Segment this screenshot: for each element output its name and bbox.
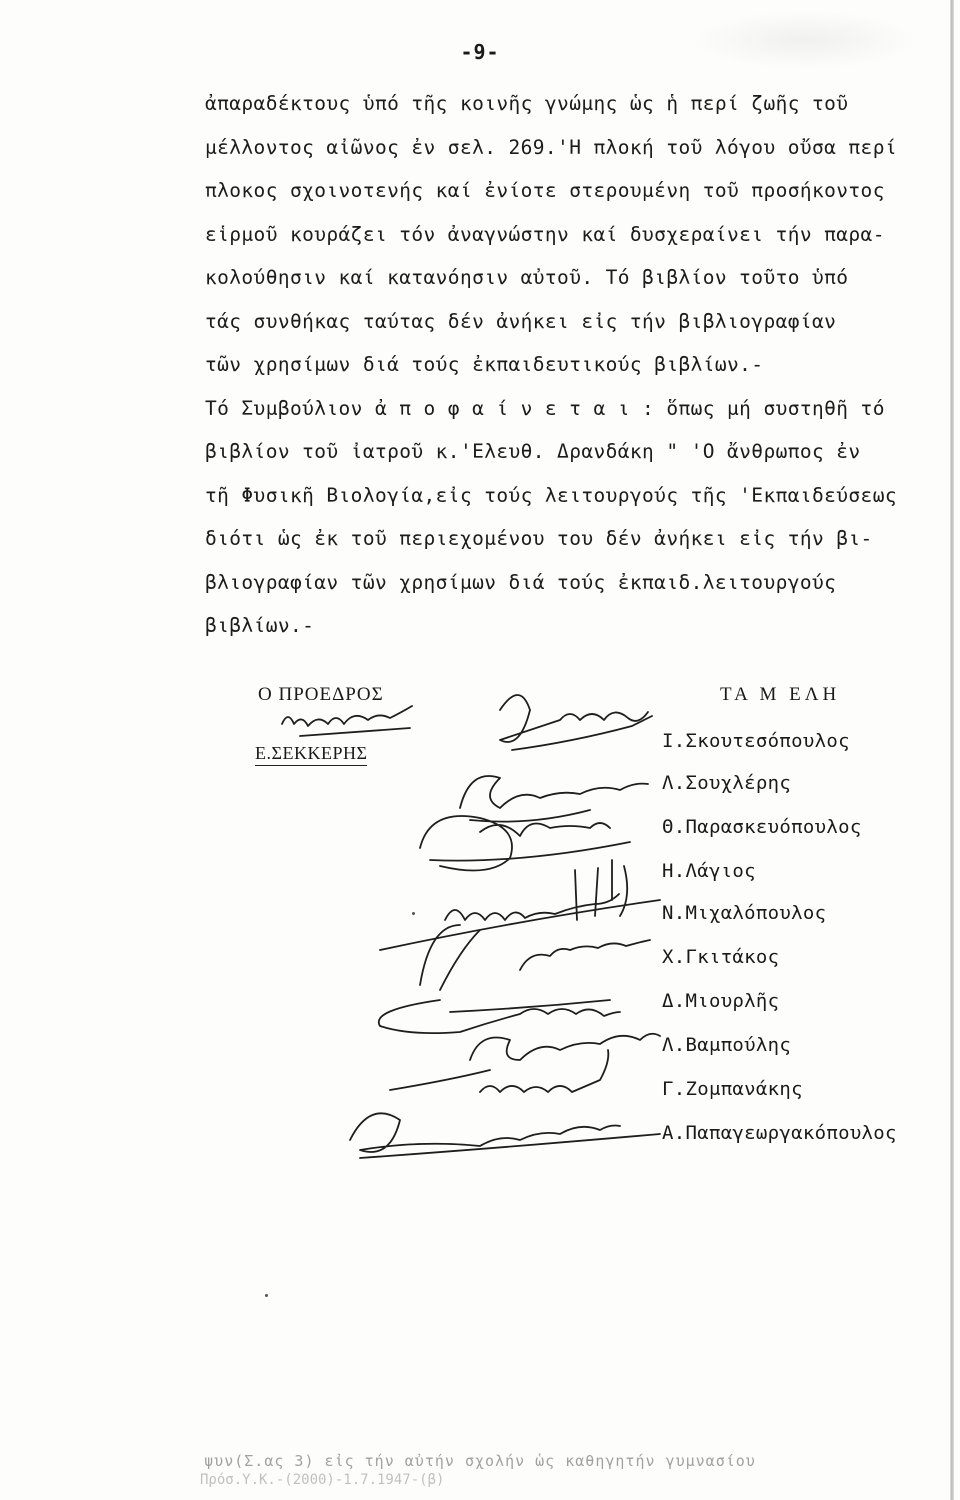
member-signature (350, 1113, 660, 1158)
page-number: -9- (460, 40, 500, 64)
faint-bleed-text: Πρόσ.Υ.Κ.-(2000)-1.7.1947-(β) (200, 1472, 445, 1488)
member-signature (380, 894, 660, 950)
member-name: Λ.Σουχλέρης (662, 772, 792, 794)
member-name: Χ.Γκιτάκος (662, 946, 780, 968)
text-line: εἱρμοῦ κουράζει τόν ἀναγνώστην καί δυσχεραίνει τήν παρα- (205, 222, 885, 246)
member-name: Δ.Μιουρλῆς (662, 990, 780, 1012)
member-name: Ι.Σκουτεσόπουλος (662, 730, 850, 752)
ink-dot (265, 1294, 268, 1297)
president-title: Ο ΠΡΟΕΔΡΟΣ (258, 684, 384, 705)
member-signature (480, 1050, 608, 1092)
member-signature (460, 776, 648, 822)
member-name: Θ.Παρασκευόπουλος (662, 816, 862, 838)
text-line: τῆ Φυσικῆ Βιολογία,εἰς τούς λειτουργούς τῆς 'Εκπαιδεύσεως (205, 483, 897, 507)
member-name: Λ.Βαμπούλης (662, 1034, 792, 1056)
member-signature (420, 816, 630, 871)
text-line: πλοκος σχοινοτενής καί ἐνίοτε στερουμένη τοῦ προσήκοντος (205, 179, 885, 202)
text-line: μέλλοντος αἰῶνος ἐν σελ. 269.'Η πλοκή τοῦ λόγου οὔσα περί (205, 135, 897, 159)
text-line: ἀπαραδέκτους ὑπό τῆς κοινῆς γνώμης ὡς ἡ περί ζωῆς τοῦ (205, 92, 849, 115)
president-signature (282, 706, 412, 736)
text-line: Τό Συμβούλιον ἀ π ο φ α ί ν ε τ α ι : ὅπως μή συστηθῆ τό (205, 396, 885, 420)
member-signature (379, 1000, 620, 1033)
member-name: Γ.Ζομπανάκης (662, 1078, 803, 1100)
text-line: βλιογραφίαν τῶν χρησίμων διά τούς ἐκπαιδ.λειτουργούς (205, 570, 837, 594)
ink-dot (412, 912, 415, 915)
member-signature (390, 1034, 660, 1090)
text-line: τάς συνθήκας ταύτας δέν ἀνήκει εἰς τήν βιβλιογραφίαν (205, 309, 837, 333)
president-name: Ε.ΣΕΚΚΕΡΗΣ (255, 743, 367, 766)
member-name: Α.Παπαγεωργακόπουλος (662, 1122, 897, 1144)
member-signature (500, 695, 652, 750)
text-line: κολούθησιν καί κατανόησιν αὐτοῦ. Τό βιβλίον τοῦτο ὑπό (205, 266, 849, 289)
faint-bleed-text: ψυν(Σ.ας 3) εἰς τήν αὐτήν σχολήν ὡς καθηγητήν γυμνασίου (204, 1452, 756, 1470)
members-title: ΤΑ Μ ΕΛΗ (720, 684, 841, 705)
member-name: Η.Λάγιος (662, 860, 756, 882)
text-line: τῶν χρησίμων διά τούς ἐκπαιδευτικούς βιβλίων.- (205, 353, 764, 376)
text-line: βιβλίον τοῦ ἰατροῦ κ.'Ελευθ. Δρανδάκη " 'Ο ἄνθρωπος ἐν (205, 440, 861, 463)
member-name: Ν.Μιχαλόπουλος (662, 902, 827, 924)
text-line: βιβλίων.- (205, 614, 315, 637)
text-line: διότι ὡς ἐκ τοῦ περιεχομένου του δέν ἀνήκει εἰς τήν βι- (205, 527, 873, 550)
